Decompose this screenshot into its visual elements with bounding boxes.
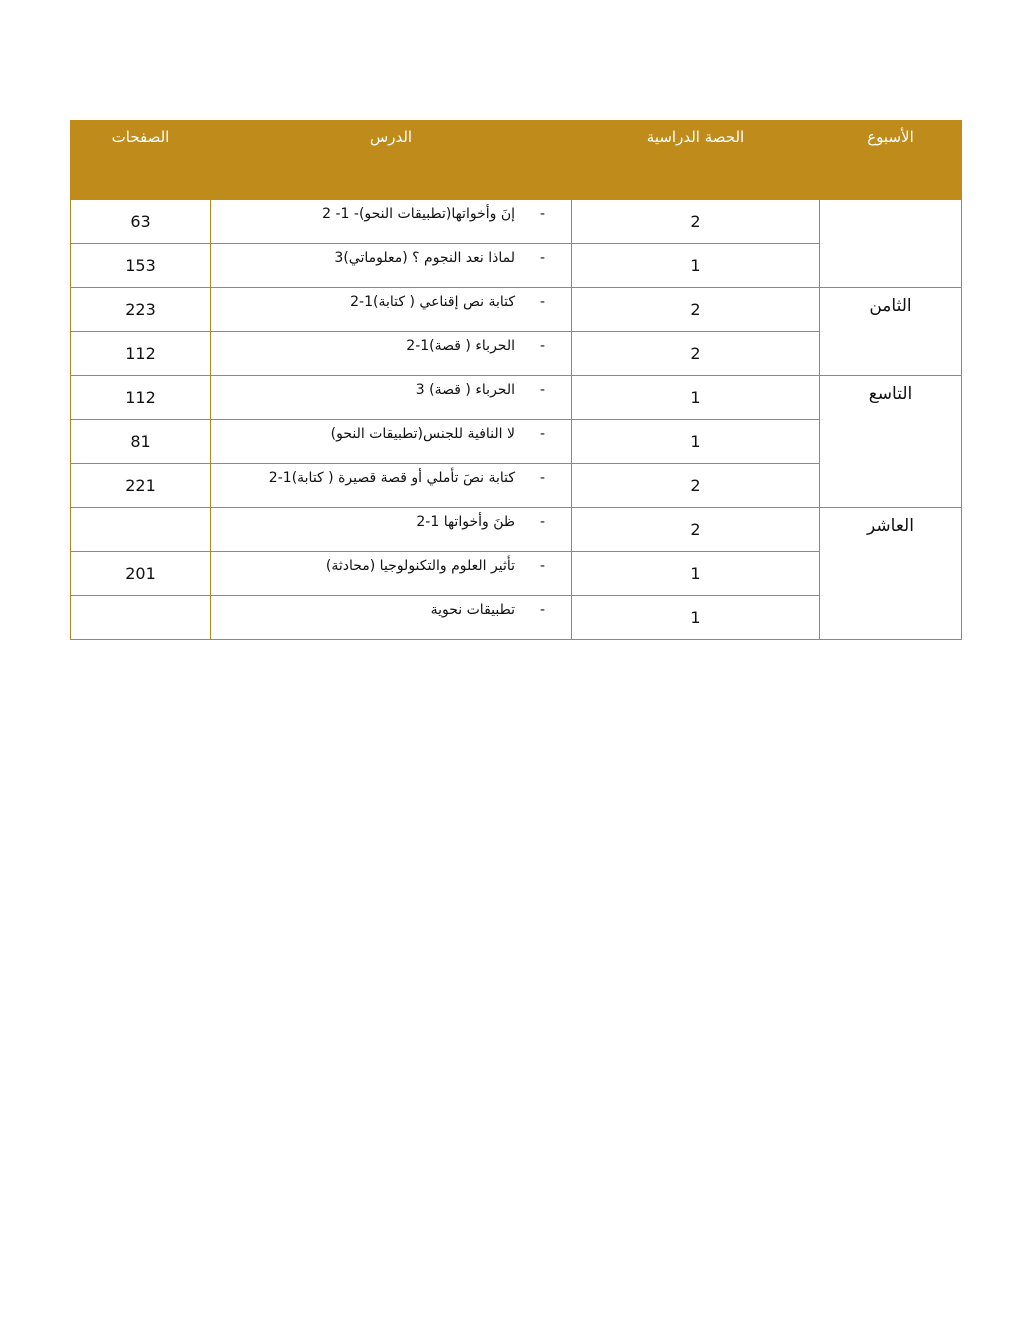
bullet-dash: - bbox=[539, 338, 545, 354]
pages-cell: 221 bbox=[71, 464, 211, 508]
lesson-cell bbox=[211, 420, 572, 464]
pages-cell bbox=[71, 508, 211, 552]
bullet-dash: - bbox=[539, 558, 545, 574]
week-cell bbox=[820, 200, 962, 288]
bullet-dash: - bbox=[539, 206, 545, 222]
bullet-dash: - bbox=[539, 294, 545, 310]
lesson-cell bbox=[211, 596, 572, 640]
session-cell: 1 bbox=[572, 244, 820, 288]
table-row bbox=[71, 508, 962, 552]
lesson-text: لا النافية للجنس(تطبيقات النحو) bbox=[330, 426, 515, 442]
week-cell: العاشر bbox=[820, 508, 962, 640]
pages-cell: 63 bbox=[71, 200, 211, 244]
session-cell: 1 bbox=[572, 420, 820, 464]
table-row bbox=[71, 376, 962, 420]
session-cell: 2 bbox=[572, 464, 820, 508]
session-cell: 2 bbox=[572, 508, 820, 552]
pages-cell: 112 bbox=[71, 376, 211, 420]
lesson-text: كتابة نص إقناعي ( كتابة)1-2 bbox=[350, 294, 515, 310]
table-row bbox=[71, 288, 962, 332]
pages-cell: 112 bbox=[71, 332, 211, 376]
lesson-text: إنَ وأخواتها(تطبيقات النحو)- 1- 2 bbox=[322, 206, 515, 222]
lesson-cell bbox=[211, 552, 572, 596]
lesson-text: لماذا نعد النجوم ؟ (معلوماتي)3 bbox=[334, 250, 515, 266]
lesson-text: الحرباء ( قصة)1-2 bbox=[406, 338, 515, 354]
bullet-dash: - bbox=[539, 250, 545, 266]
lesson-cell bbox=[211, 464, 572, 508]
bullet-dash: - bbox=[539, 382, 545, 398]
table-header-row bbox=[71, 121, 962, 200]
session-cell: 2 bbox=[572, 200, 820, 244]
header-week: الأسبوع bbox=[820, 121, 962, 200]
header-pages: الصفحات bbox=[71, 121, 211, 200]
lesson-text: تأثير العلوم والتكنولوجيا (محادثة) bbox=[325, 558, 515, 574]
bullet-dash: - bbox=[539, 426, 545, 442]
lesson-text: كتابة نصَ تأملي أو قصة قصيرة ( كتابة)1-2 bbox=[268, 470, 515, 486]
week-cell: التاسع bbox=[820, 376, 962, 508]
lesson-text: تطبيقات نحوية bbox=[430, 602, 515, 618]
pages-cell bbox=[71, 596, 211, 640]
session-cell: 2 bbox=[572, 288, 820, 332]
session-cell: 2 bbox=[572, 332, 820, 376]
header-lesson: الدرس bbox=[211, 121, 572, 200]
lesson-text: ظنَ وأخواتها 1-2 bbox=[416, 514, 515, 530]
pages-cell: 81 bbox=[71, 420, 211, 464]
week-cell: الثامن bbox=[820, 288, 962, 376]
lesson-cell bbox=[211, 332, 572, 376]
lesson-cell bbox=[211, 288, 572, 332]
session-cell: 1 bbox=[572, 552, 820, 596]
session-cell: 1 bbox=[572, 596, 820, 640]
lesson-cell bbox=[211, 200, 572, 244]
lesson-cell bbox=[211, 376, 572, 420]
lesson-cell bbox=[211, 244, 572, 288]
session-cell: 1 bbox=[572, 376, 820, 420]
pages-cell: 153 bbox=[71, 244, 211, 288]
lesson-schedule-table bbox=[70, 120, 962, 640]
bullet-dash: - bbox=[539, 602, 545, 618]
lesson-cell bbox=[211, 508, 572, 552]
bullet-dash: - bbox=[539, 514, 545, 530]
header-session: الحصة الدراسية bbox=[572, 121, 820, 200]
table-row bbox=[71, 200, 962, 244]
bullet-dash: - bbox=[539, 470, 545, 486]
pages-cell: 223 bbox=[71, 288, 211, 332]
pages-cell: 201 bbox=[71, 552, 211, 596]
lesson-text: الحرباء ( قصة) 3 bbox=[415, 382, 515, 398]
